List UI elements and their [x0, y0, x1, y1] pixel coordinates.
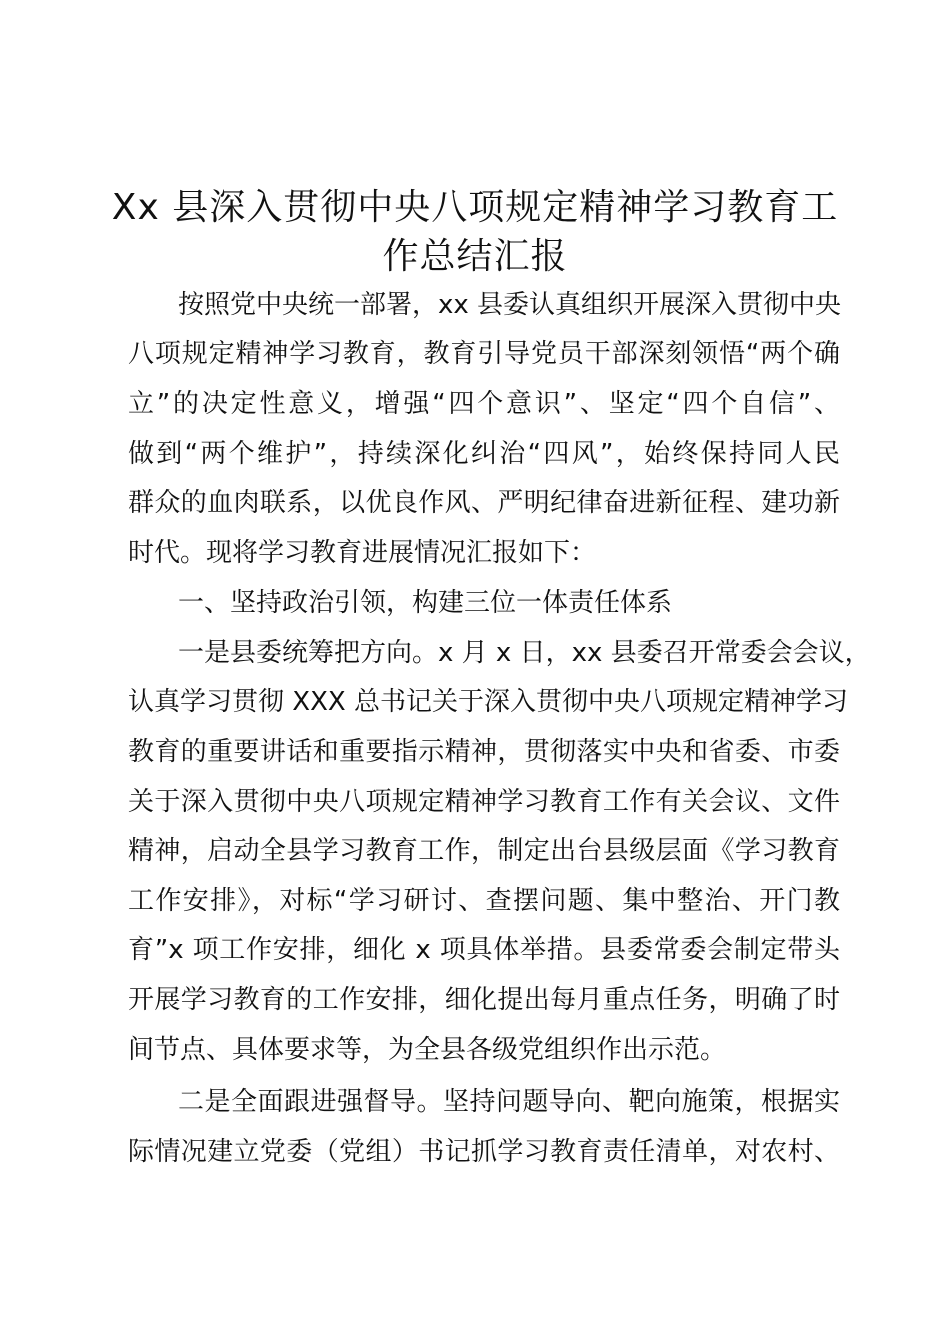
paragraph-2-line-6: 工作安排》，对标“学习研讨、查摆问题、集中整治、开门教 [128, 886, 840, 916]
paragraph-1-line-4: 做到“两个维护”，持续深化纠治“四风”，始终保持同人民 [128, 439, 840, 469]
paragraph-2-line-9: 间节点、具体要求等，为全县各级党组织作出示范。 [128, 1035, 727, 1065]
paragraph-1-line-5: 群众的血肉联系，以优良作风、严明纪律奋进新征程、建功新 [128, 488, 840, 518]
paragraph-2-line-7: 育”x 项工作安排，细化 x 项具体举措。县委常委会制定带头 [128, 935, 840, 965]
paragraph-3-line-1: 二是全面跟进强督导。坚持问题导向、靶向施策，根据实 [178, 1087, 840, 1117]
section-1-heading: 一、坚持政治引领，构建三位一体责任体系 [178, 588, 673, 618]
paragraph-2-line-4: 关于深入贯彻中央八项规定精神学习教育工作有关会议、文件 [128, 787, 840, 817]
paragraph-1-line-6: 时代。现将学习教育进展情况汇报如下： [128, 538, 597, 568]
document-title-line-1: Xx 县深入贯彻中央八项规定精神学习教育工 [111, 187, 839, 228]
paragraph-2-line-1: 一是县委统筹把方向。x 月 x 日，xx 县委召开常委会会议， [178, 638, 871, 668]
paragraph-1-line-1: 按照党中央统一部署，xx 县委认真组织开展深入贯彻中央 [178, 290, 842, 320]
document-title-line-2: 作总结汇报 [382, 236, 568, 277]
paragraph-2-line-3: 教育的重要讲话和重要指示精神，贯彻落实中央和省委、市委 [128, 737, 840, 767]
paragraph-3-line-2: 际情况建立党委（党组）书记抓学习教育责任清单，对农村、 [128, 1137, 840, 1167]
paragraph-2-line-5: 精神，启动全县学习教育工作，制定出台县级层面《学习教育 [128, 836, 840, 866]
paragraph-1-line-2: 八项规定精神学习教育，教育引导党员干部深刻领悟“两个确 [128, 339, 840, 369]
paragraph-2-line-2: 认真学习贯彻 XXX 总书记关于深入贯彻中央八项规定精神学习 [128, 687, 848, 717]
paragraph-2-line-8: 开展学习教育的工作安排，细化提出每月重点任务，明确了时 [128, 985, 840, 1015]
paragraph-1-line-3: 立”的决定性意义，增强“四个意识”、坚定“四个自信”、 [128, 389, 840, 419]
